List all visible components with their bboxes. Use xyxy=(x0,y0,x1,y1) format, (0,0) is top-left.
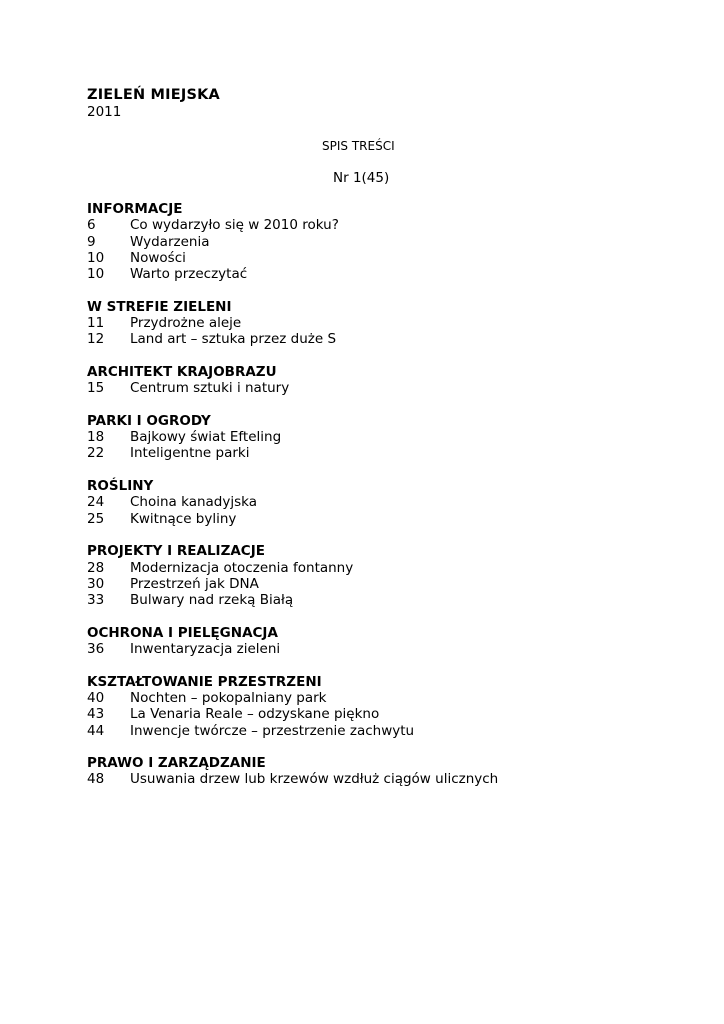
table-of-contents xyxy=(87,201,707,804)
toc-entry xyxy=(87,331,707,347)
toc-section xyxy=(87,201,707,282)
entry-page-number: 22 xyxy=(87,445,105,462)
entry-page-number: 25 xyxy=(87,510,105,527)
entry-page-number: 30 xyxy=(87,575,105,592)
entry-page-number: 10 xyxy=(87,249,105,266)
entry-title: Choina kanadyjska xyxy=(130,494,257,511)
entry-title: Land art – sztuka przez duże S xyxy=(130,331,337,348)
toc-section xyxy=(87,364,707,397)
entry-page-number: 18 xyxy=(87,429,105,446)
entry-title: Bajkowy świat Efteling xyxy=(130,429,282,446)
toc-section xyxy=(87,543,707,608)
entry-title: Centrum sztuki i natury xyxy=(130,380,290,397)
toc-entry xyxy=(87,560,707,576)
entry-page-number: 44 xyxy=(87,722,105,739)
section-title: INFORMACJE xyxy=(87,201,183,217)
entry-page-number: 6 xyxy=(87,217,96,234)
section-title: PRAWO I ZARZĄDZANIE xyxy=(87,755,266,772)
toc-heading: SPIS TREŚCI xyxy=(322,139,395,153)
toc-entry xyxy=(87,234,707,250)
entry-page-number: 28 xyxy=(87,559,105,576)
entry-title: Warto przeczytać xyxy=(130,266,248,283)
toc-entry xyxy=(87,641,707,657)
entry-title: Usuwania drzew lub krzewów wzdłuż ciągów ulicznych xyxy=(130,771,499,788)
toc-entry xyxy=(87,445,707,461)
toc-section xyxy=(87,755,707,788)
entry-page-number: 24 xyxy=(87,494,105,511)
entry-title: Kwitnące byliny xyxy=(130,510,237,527)
entry-title: Przestrzeń jak DNA xyxy=(130,575,259,592)
toc-section xyxy=(87,478,707,527)
section-title: PARKI I OGRODY xyxy=(87,412,211,429)
entry-title: La Venaria Reale – odzyskane piękno xyxy=(130,706,380,723)
entry-title: Wydarzenia xyxy=(130,233,210,250)
toc-entry xyxy=(87,494,707,510)
toc-entry xyxy=(87,429,707,445)
issue-year: 2011 xyxy=(87,104,122,120)
entry-page-number: 33 xyxy=(87,592,105,609)
toc-entry xyxy=(87,771,707,787)
entry-page-number: 12 xyxy=(87,331,105,348)
toc-entry xyxy=(87,266,707,282)
issue-number: Nr 1(45) xyxy=(333,170,390,186)
toc-entry xyxy=(87,690,707,706)
entry-title: Inwentaryzacja zieleni xyxy=(130,641,281,658)
toc-section xyxy=(87,674,707,739)
toc-entry xyxy=(87,217,707,233)
magazine-title: ZIELEŃ MIEJSKA xyxy=(87,87,220,103)
entry-page-number: 48 xyxy=(87,771,105,788)
toc-section xyxy=(87,625,707,658)
entry-page-number: 40 xyxy=(87,689,105,706)
entry-page-number: 43 xyxy=(87,706,105,723)
section-title: W STREFIE ZIELENI xyxy=(87,298,232,315)
entry-page-number: 9 xyxy=(87,233,96,250)
toc-entry xyxy=(87,511,707,527)
entry-page-number: 11 xyxy=(87,315,105,332)
section-title: ROŚLINY xyxy=(87,478,154,495)
entry-title: Inteligentne parki xyxy=(130,445,250,462)
section-title: ARCHITEKT KRAJOBRAZU xyxy=(87,363,277,380)
toc-entry xyxy=(87,380,707,396)
toc-section xyxy=(87,299,707,348)
toc-entry xyxy=(87,250,707,266)
entry-title: Nochten – pokopalniany park xyxy=(130,689,327,706)
section-title: OCHRONA I PIELĘGNACJA xyxy=(87,624,278,641)
toc-entry xyxy=(87,723,707,739)
section-title: PROJEKTY I REALIZACJE xyxy=(87,543,265,560)
entry-title: Modernizacja otoczenia fontanny xyxy=(130,559,354,576)
toc-entry xyxy=(87,315,707,331)
toc-entry xyxy=(87,592,707,608)
entry-title: Przydrożne aleje xyxy=(130,315,242,332)
entry-title: Inwencje twórcze – przestrzenie zachwytu xyxy=(130,722,415,739)
entry-title: Co wydarzyło się w 2010 roku? xyxy=(130,217,339,234)
entry-page-number: 10 xyxy=(87,266,105,283)
toc-entry xyxy=(87,706,707,722)
entry-page-number: 36 xyxy=(87,641,105,658)
toc-entry xyxy=(87,576,707,592)
section-title: KSZTAŁTOWANIE PRZESTRZENI xyxy=(87,673,322,690)
toc-section xyxy=(87,413,707,462)
entry-title: Nowości xyxy=(130,249,186,266)
entry-title: Bulwary nad rzeką Białą xyxy=(130,592,294,609)
entry-page-number: 15 xyxy=(87,380,105,397)
